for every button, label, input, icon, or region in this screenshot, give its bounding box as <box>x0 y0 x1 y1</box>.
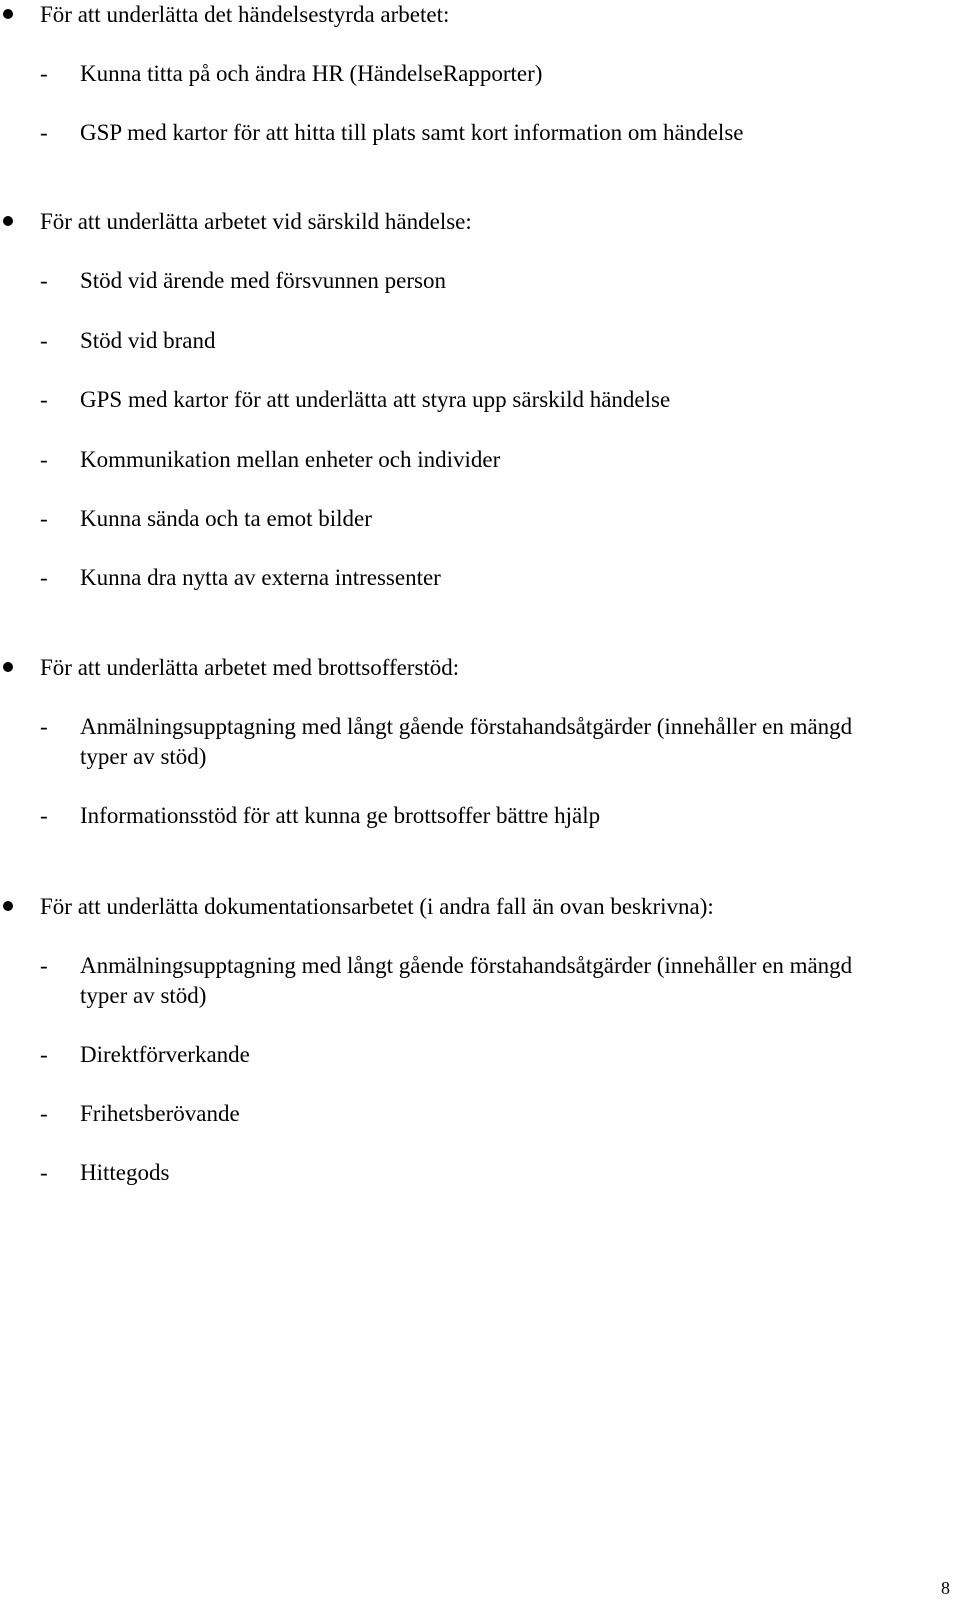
dash-marker: - <box>40 120 48 145</box>
dash-marker: - <box>40 803 48 828</box>
section-documentation <box>0 892 960 1185</box>
list-item-text: Kunna dra nytta av externa intressenter <box>80 565 441 590</box>
list-item <box>0 326 960 356</box>
section-heading: För att underlätta arbetet vid särskild händelse: <box>40 209 472 234</box>
dash-marker: - <box>40 1160 48 1185</box>
list-item-text: Direktförverkande <box>80 1042 250 1067</box>
list-item-text: Anmälningsupptagning med långt gående förstahandsåtgärder (innehåller en mängd typer av stöd) <box>80 714 853 769</box>
section-heading: För att underlätta arbetet med brottsofferstöd: <box>40 655 460 680</box>
section-heading: För att underlätta det händelsestyrda arbetet: <box>40 2 450 27</box>
bullet-heading <box>0 207 960 237</box>
list-item <box>0 385 960 415</box>
list-item <box>0 712 960 772</box>
list-item-text: Stöd vid ärende med försvunnen person <box>80 268 447 293</box>
bullet-icon <box>3 662 13 672</box>
bullet-heading <box>0 892 960 922</box>
list-item-text: GPS med kartor för att underlätta att styra upp särskild händelse <box>80 387 671 412</box>
list-item-text: Kunna sända och ta emot bilder <box>80 506 372 531</box>
list-item-text: Kunna titta på och ändra HR (HändelseRapporter) <box>80 61 543 86</box>
bullet-heading <box>0 0 960 30</box>
dash-marker: - <box>40 506 48 531</box>
list-item-text: Hittegods <box>80 1160 170 1185</box>
dash-marker: - <box>40 328 48 353</box>
section-special-event <box>0 207 960 590</box>
list-item <box>0 118 960 148</box>
list-item <box>0 445 960 475</box>
list-item <box>0 59 960 89</box>
dash-marker: - <box>40 565 48 590</box>
list-item-text: GSP med kartor för att hitta till plats samt kort information om händelse <box>80 120 744 145</box>
list-item <box>0 801 960 831</box>
list-item-text: Kommunikation mellan enheter och individer <box>80 447 501 472</box>
list-item <box>0 951 960 1011</box>
dash-marker: - <box>40 1101 48 1126</box>
section-heading: För att underlätta dokumentationsarbetet (i andra fall än ovan beskrivna): <box>40 894 714 919</box>
list-item <box>0 1158 960 1188</box>
list-item-text: Frihetsberövande <box>80 1101 240 1126</box>
dash-marker: - <box>40 61 48 86</box>
list-item <box>0 1099 960 1129</box>
dash-marker: - <box>40 1042 48 1067</box>
list-item-text: Stöd vid brand <box>80 328 216 353</box>
bullet-icon <box>3 901 13 911</box>
page-number: 8 <box>941 1578 950 1598</box>
list-item-text: Anmälningsupptagning med långt gående förstahandsåtgärder (innehåller en mängd typer av stöd) <box>80 953 853 1008</box>
dash-marker: - <box>40 387 48 412</box>
dash-marker: - <box>40 447 48 472</box>
list-item <box>0 504 960 534</box>
dash-marker: - <box>40 714 48 739</box>
list-item <box>0 1040 960 1070</box>
section-victim-support <box>0 653 960 828</box>
section-event-driven-work <box>0 0 960 145</box>
list-item <box>0 563 960 593</box>
bullet-heading <box>0 653 960 683</box>
list-item <box>0 266 960 296</box>
dash-marker: - <box>40 268 48 293</box>
bullet-icon <box>3 9 13 19</box>
bullet-icon <box>3 216 13 226</box>
dash-marker: - <box>40 953 48 978</box>
list-item-text: Informationsstöd för att kunna ge brottsoffer bättre hjälp <box>80 803 601 828</box>
